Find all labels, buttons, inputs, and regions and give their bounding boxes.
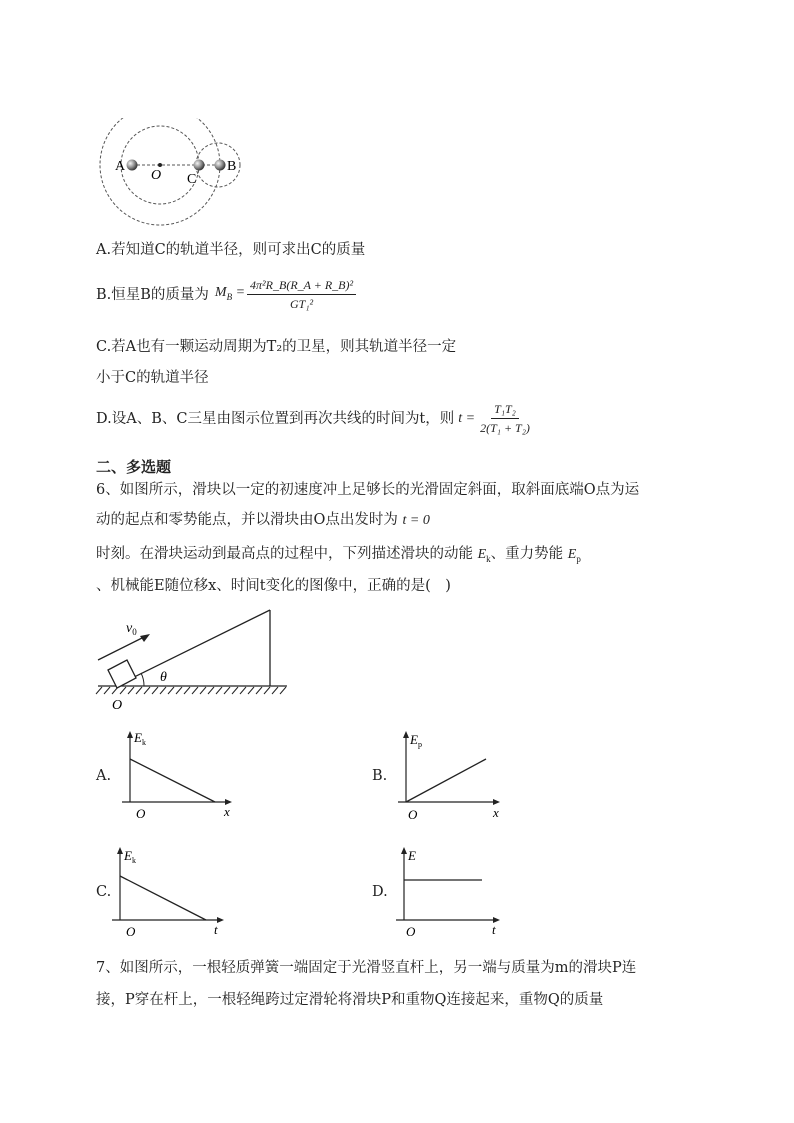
graph-b-origin: O [408,807,418,822]
graph-c-xlabel: t [214,922,218,937]
label-b: B [227,159,237,174]
orbit-figure [90,118,260,230]
graph-d-option: D. [372,884,388,900]
velocity-arrow [98,636,146,660]
v0-label: $v_0$ [126,621,137,637]
q6-line3-text: 时刻。在滑块运动到最高点的过程中，下列描述滑块的动能 [96,546,473,562]
q6-line3-mid: 、重力势能 [490,546,564,562]
q6-ek-symbol: $E_k$ [477,547,491,564]
graph-b-option: B. [372,768,388,784]
option-b-prefix: B.恒星B的质量为 [96,286,209,303]
center-dot-o [158,163,162,167]
option-b-denominator: GT₁² [290,297,314,311]
q6-t-zero: t = 0 [402,513,430,528]
label-c: C [187,172,197,187]
option-c-line2: 小于C的轨道半径 [96,370,209,386]
graph-d-xlabel: t [492,922,496,937]
angle-arc [141,673,144,686]
option-d-lhs: t = [458,410,476,426]
origin-o-label: O [112,698,123,713]
graph-a-y-arrow [127,731,133,738]
option-d-fraction [477,400,533,437]
graph-c-x-arrow [217,917,224,923]
option-b-numerator: 4π²R_B(R_A + R_B)² [247,276,356,295]
q6-line3 [96,544,581,569]
graph-d-origin: O [406,924,416,938]
q7-line1: 7、如图所示，一根轻质弹簧一端固定于光滑竖直杆上，另一端与质量为m的滑块P连 [96,960,637,976]
ground-hatching [96,687,286,694]
star-b [215,160,226,171]
option-b [96,276,358,313]
q6-line1: 6、如图所示，滑块以一定的初速度冲上足够长的光滑固定斜面，取斜面底端O点为运 [96,482,640,498]
graph-c-ylabel: $E_k$ [124,848,136,865]
option-a: A.若知道C的轨道半径，则可求出C的质量 [96,242,366,258]
incline-figure [92,606,292,716]
section-heading: 二、多选题 [96,458,172,476]
graph-a [114,728,244,822]
option-b-fraction [247,276,356,313]
graph-a-line [130,759,215,802]
star-c [194,160,205,171]
graph-c-origin: O [126,924,136,938]
graph-b-xlabel: x [493,805,499,820]
label-a: A [115,159,126,174]
graph-d-ylabel: E [408,848,416,863]
slider-block [108,660,136,688]
incline-surface [116,610,270,686]
theta-label: θ [160,670,167,685]
graph-c [104,844,234,938]
option-c-line1: C.若A也有一颗运动周期为T₂的卫星，则其轨道半径一定 [96,339,457,355]
q6-line2-text: 动的起点和零势能点，并以滑块由O点出发时为 [96,512,398,528]
star-a [127,160,138,171]
graph-c-y-arrow [117,847,123,854]
q6-ep-symbol: $E_p$ [567,547,581,564]
velocity-arrowhead [140,634,150,642]
option-d-numerator: T₁T₂ [491,400,519,419]
graph-a-ylabel: $E_k$ [134,730,146,747]
option-b-lhs: $M_B$ = [214,284,246,302]
option-d-prefix: D.设A、B、C三星由图示位置到再次共线的时间为t，则 [96,410,455,427]
q7-line2: 接，P穿在杆上，一根轻绳跨过定滑轮将滑块P和重物Q连接起来，重物Q的质量 [96,992,604,1008]
graph-a-xlabel: x [224,804,230,819]
option-d [96,400,535,437]
graph-b-y-arrow [403,731,409,738]
q6-line2 [96,510,430,531]
graph-b-ylabel: $E_p$ [410,732,422,749]
graph-a-origin: O [136,806,146,821]
graph-c-line [120,876,206,920]
label-o: O [151,168,162,183]
option-d-denominator: 2(T₁ + T₂) [480,421,530,435]
graph-b [390,728,520,822]
graph-b-line [406,759,486,802]
graph-c-option: C. [96,884,112,900]
q6-line4: 、机械能E随位移x、时间t变化的图像中，正确的是( ) [96,578,451,594]
graph-d [388,844,518,938]
graph-d-y-arrow [401,847,407,854]
graph-a-option: A. [96,768,112,784]
